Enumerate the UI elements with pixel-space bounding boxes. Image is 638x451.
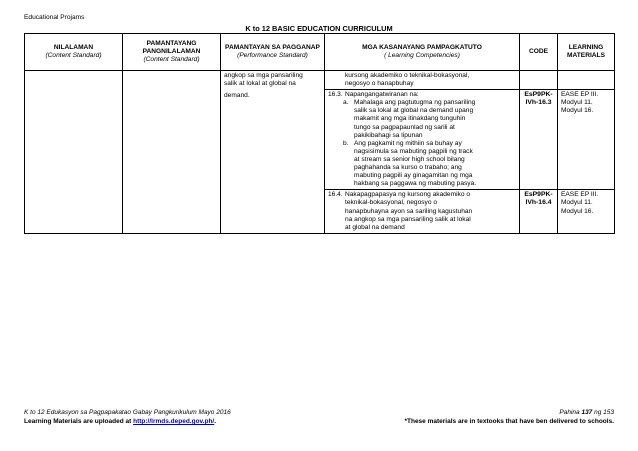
sub-item-letter: a.	[343, 99, 349, 107]
competency-number: 16.4.	[328, 191, 343, 199]
competency-title	[328, 91, 516, 99]
sub-item-line: makamit ang mga itinakdang tunguhin	[354, 115, 466, 123]
competency-line: na angkop sa mga pansariling salik at lokal	[345, 215, 471, 223]
col-header-sub: (Content Standard)	[45, 52, 102, 59]
page-suffix: ng 153	[592, 409, 614, 416]
materials-cell	[558, 190, 615, 233]
footer-materials-note: *These materials are in textooks that have ben delivered to schools.	[404, 418, 614, 425]
header-label: Educational Projams	[24, 14, 85, 21]
sub-item-text	[354, 140, 516, 189]
footer-left	[24, 408, 231, 426]
content-cell	[25, 71, 123, 234]
document-title: K to 12 BASIC EDUCATION CURRICULUM	[245, 24, 393, 33]
table-header-row	[25, 34, 615, 71]
competency-cell	[325, 71, 520, 90]
sub-item-line: mabuting pagpili ay ginagamitan ng mga	[354, 172, 473, 180]
col-header-competencies	[325, 34, 520, 71]
competency-cell	[325, 190, 520, 233]
code-cell	[520, 71, 558, 90]
code-cell	[520, 190, 558, 233]
col-header-sub: (Performance Standard)	[237, 52, 308, 59]
col-header-sub: (Content Standard)	[143, 56, 200, 64]
col-header-sub: ( Learning Competencies)	[384, 52, 460, 59]
sub-item-line: at stream sa senior high school bilang	[354, 155, 465, 163]
sub-item-line: Ang pagkamit ng mithiin sa buhay ay	[354, 139, 462, 147]
col-header-main: MGA KASANAYANG PAMPAGKATUTO	[362, 43, 482, 51]
material-item: Modyul 16.	[561, 107, 594, 115]
competency-line: negosyo o hanapbuhay	[345, 80, 414, 88]
competency-number: 16.3.	[328, 91, 343, 99]
footer-curriculum-guide: K to 12 Edukasyon sa Pagpapakatao Gabay Pangkurikulum Mayo 2016	[24, 409, 231, 416]
sub-item-line: Mahalaga ang pagtutugma ng pansariling	[354, 99, 476, 107]
competency-text: Nakapagpapasya ng kursong akademiko o	[345, 191, 470, 199]
sub-item-a	[328, 99, 516, 139]
competency-line: kursong akademiko o teknikal-bokasyonal,	[345, 72, 470, 79]
footer-upload-prefix: Learning Materials are uploaded at	[24, 418, 134, 425]
code-line: EsP9PK-	[524, 91, 553, 99]
code-line: IVh-16.3	[525, 99, 552, 107]
sub-item-line: hakbang sa paggawa ng mabuting pasya.	[354, 180, 477, 188]
footer-upload-note	[24, 417, 231, 426]
col-header-main: PAMANTAYAN SA PAGGANAP	[225, 43, 320, 51]
col-header-code	[520, 34, 558, 71]
code-line: IVh-16.4	[525, 199, 552, 207]
sub-item-line: paghahanda sa kurso o trabaho; ang	[354, 164, 462, 172]
sub-item-text	[354, 99, 516, 139]
col-header-main: NILALAMAN	[53, 43, 94, 51]
competency-line: at global na demand	[345, 223, 405, 231]
material-item: Modyul 16.	[561, 207, 594, 215]
sub-item-letter: b.	[343, 139, 349, 147]
sub-item-line: pakikibahagi sa lipunan	[354, 131, 423, 139]
material-item: EASE EP III.	[561, 191, 599, 199]
code-line: EsP9PK-	[524, 191, 553, 199]
performance-line: angkop sa mga pansariling	[224, 72, 303, 79]
content-standard-cell	[123, 71, 221, 234]
code-cell	[520, 90, 558, 190]
col-header-pamantayang-pangnilalaman	[123, 34, 221, 71]
performance-line: demand.	[224, 92, 250, 100]
lrmds-link[interactable]: http://lrmds.deped.gov.ph/	[133, 418, 215, 425]
competency-line: teknikal-bokasyonal, negosyo o	[345, 199, 438, 207]
materials-cell	[558, 90, 615, 190]
col-header-main: PAMANTAYANG PANGNILALAMAN	[142, 39, 201, 55]
sub-item-line: tungo sa pagpapaunlad ng sarili at	[354, 123, 455, 131]
col-header-learning-materials	[558, 34, 615, 71]
page-number	[404, 408, 614, 417]
competency-title	[328, 191, 516, 199]
performance-standard-cell	[221, 71, 325, 234]
competency-line: hanapbuhayna ayon sa sariling kagustuhan	[345, 207, 473, 215]
competency-cell	[325, 90, 520, 190]
sub-item-b	[328, 140, 516, 189]
materials-cell	[558, 71, 615, 90]
footer-right	[404, 408, 614, 426]
curriculum-table	[24, 33, 615, 234]
sub-item-line: salik sa lokal at global na demand upang	[354, 107, 474, 115]
footer-upload-suffix: .	[214, 418, 217, 425]
material-item: EASE EP III.	[561, 91, 599, 99]
col-header-main: CODE	[528, 47, 549, 55]
page-current: 137	[581, 409, 593, 416]
table-row	[25, 71, 615, 90]
material-item: Modyul 11.	[561, 99, 593, 107]
page-prefix: Pahina	[559, 409, 582, 416]
col-header-nilalaman	[25, 34, 123, 71]
col-header-main: LEARNING MATERIALS	[567, 43, 605, 59]
performance-line: salik at lokal at global na	[224, 80, 296, 88]
col-header-pamantayan-sa-pagganap	[221, 34, 325, 71]
sub-item-line: nagsisimula sa mabuting pagpili ng track	[354, 147, 473, 155]
material-item: Modyul 11.	[561, 199, 593, 207]
competency-text: Napangangatwiranan na:	[345, 91, 419, 99]
